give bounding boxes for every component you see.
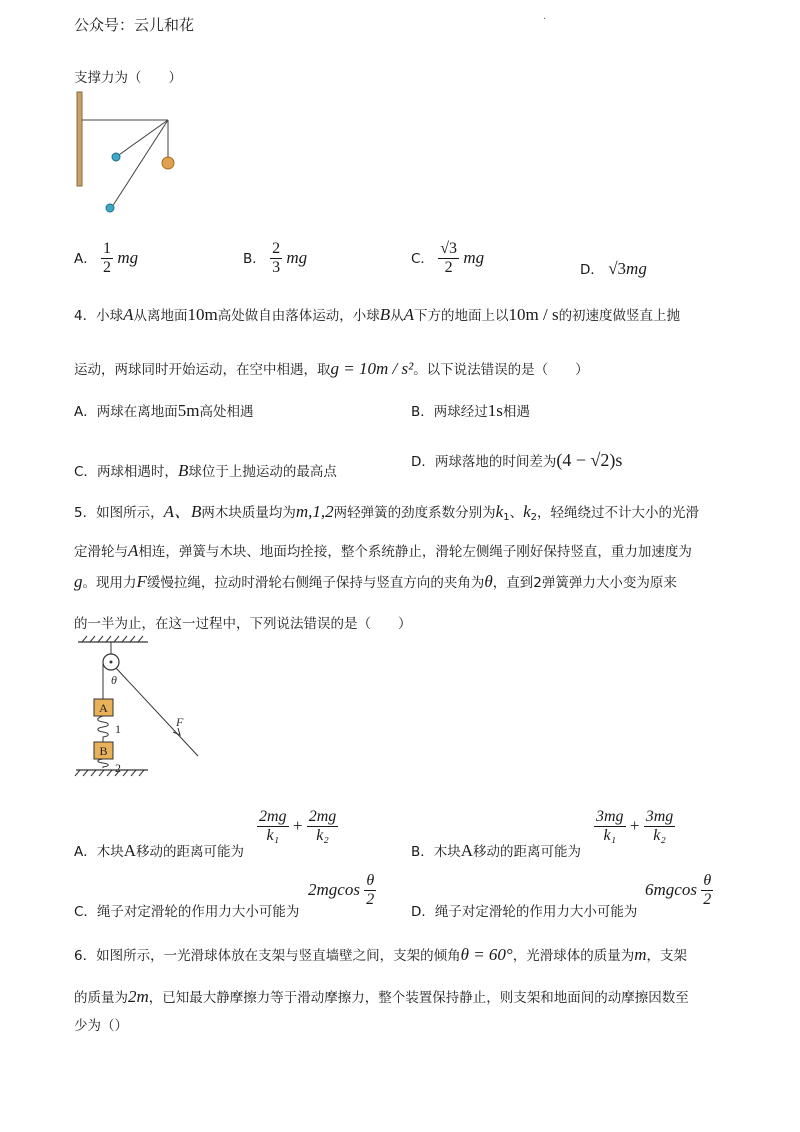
header-account: 公众号：云儿和花 (74, 16, 195, 34)
q5-option-b-formula: $\frac{3mg}{\text{k₁}}$ + $\frac{3mg}{\text{k₂}}$ (596, 808, 674, 845)
fig-force-label: F (176, 715, 184, 729)
q5-option-d-label: D．绳子对定滑轮的作用力大小可能为 (411, 904, 638, 920)
q5-line-1: 5．如图所示，A、B两木块质量均为m,1,2两轻弹簧的劲度系数分别为$k_1$、$k_2$，轻绳绕过不计大小的光滑 (74, 502, 699, 523)
q3-option-c: C． $\frac{√3}{2}$ mg (411, 240, 485, 277)
q4-line-1: 4．小球A从离地面10m高处做自由落体运动，小球B从A下方的地面上以10m / s的初速度做竖直上抛 (74, 305, 681, 324)
block-a-label: A (99, 701, 108, 715)
block-b-label: B (99, 744, 108, 758)
q5-pulley-figure (74, 634, 234, 774)
q3-tail: 支撑力为（ ） (74, 70, 182, 86)
spring-1-label: 1 (115, 722, 121, 736)
small-ball-upper (112, 153, 120, 161)
q6-line-2: 的质量为2m，已知最大静摩擦力等于滑动摩擦力，整个装置保持静止，则支架和地面间的动摩擦因数至 (74, 987, 689, 1006)
q5-option-a-formula: $\frac{2mg}{\text{k₁}}$ + $\frac{2mg}{\text{k₂}}$ (259, 808, 337, 845)
q4-option-b: B．两球经过1s相遇 (411, 401, 530, 420)
spring-2-label: 2 (115, 761, 121, 774)
q5-option-c-label: C．绳子对定滑轮的作用力大小可能为 (74, 904, 300, 920)
wall-rod (77, 92, 82, 186)
header-dot: · (543, 14, 547, 25)
q4-line-2: 运动，两球同时开始运动，在空中相遇，取g = 10m / s²。以下说法错误的是（ ） (74, 359, 589, 378)
q4-option-d: D．两球落地的时间差为(4 − √2)s (411, 450, 623, 470)
large-ball (162, 157, 174, 169)
q3-option-b: B． $\frac{2}{3}$ mg (243, 240, 308, 277)
q5-option-a-label: A．木块A移动的距离可能为 (74, 841, 245, 860)
q4-option-c: C．两球相遇时，B球位于上抛运动的最高点 (74, 461, 337, 480)
q6-line-1: 6．如图所示，一光滑球体放在支架与竖直墙壁之间，支架的倾角θ = 60°，光滑球体的质量为m，支架 (74, 945, 687, 964)
q5-ground (74, 768, 154, 778)
q3-option-d: D． √3mg (580, 259, 647, 278)
q5-line-3: g。现用力F缓慢拉绳，拉动时滑轮右侧绳子保持与竖直方向的夹角为θ，直到2弹簧弹力大小变为原来 (74, 572, 677, 591)
q5-option-b-label: B．木块A移动的距离可能为 (411, 841, 582, 860)
q5-line-4: 的一半为止，在这一过程中，下列说法错误的是（ ） (74, 616, 412, 632)
q3-option-a: A． $\frac{1}{2}$ mg (74, 240, 139, 277)
small-ball-lower (106, 204, 114, 212)
q3-pendulum-figure (70, 88, 190, 218)
q5-option-c-formula: 2mgcos $\frac{\theta}{2}$ (308, 872, 375, 909)
fig-theta-label: θ (111, 673, 117, 687)
q5-line-2: 定滑轮与A相连，弹簧与木块、地面均拴接，整个系统静止，滑轮左侧绳子刚好保持竖直，重力加速度为 (74, 541, 692, 560)
q4-option-a: A．两球在离地面5m高处相遇 (74, 401, 254, 420)
q5-option-d-formula: 6mgcos $\frac{\theta}{2}$ (645, 872, 712, 909)
q6-line-3: 少为（） (74, 1018, 128, 1034)
